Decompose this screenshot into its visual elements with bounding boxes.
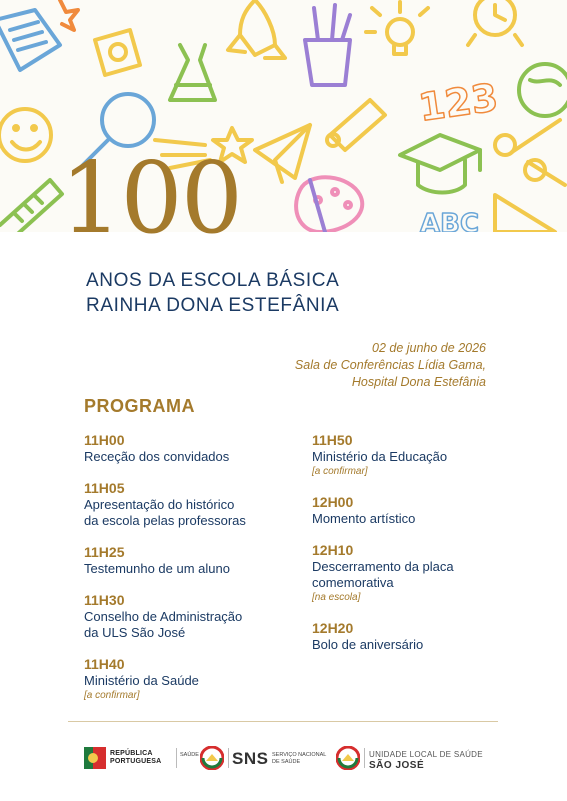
page-title <box>86 268 339 318</box>
event-venue-line-1: Sala de Conferências Lídia Gama, <box>294 358 486 372</box>
globe-icon <box>519 64 567 116</box>
book-icon <box>0 10 60 70</box>
doodle-123-text: 123 <box>415 75 501 130</box>
program-item-time: 11H50 <box>312 432 353 448</box>
program-item-description: da ULS São José <box>84 625 186 640</box>
ruler-icon <box>0 180 62 232</box>
program-item <box>312 493 502 527</box>
program-item-time: 11H40 <box>84 656 125 672</box>
title-line-2: RAINHA DONA ESTEFÂNIA <box>86 295 340 316</box>
alarm-clock-icon <box>468 0 522 45</box>
program-item-description: Apresentação do histórico <box>84 497 235 512</box>
separator <box>176 748 177 768</box>
program-item-description: Ministério da Educação <box>312 449 448 464</box>
triangle-ruler-icon <box>495 195 555 232</box>
event-info <box>295 340 486 391</box>
anniversary-number: 100 <box>60 142 242 256</box>
separator <box>364 748 365 768</box>
program-item-note: [a confirmar] <box>84 690 140 701</box>
portugal-emblem-icon <box>84 747 106 769</box>
paper-plane-icon <box>255 125 310 182</box>
program-item-description: Ministério da Saúde <box>84 673 199 688</box>
separator <box>228 748 229 768</box>
sns-emblem-icon <box>200 746 224 770</box>
program-item-time: 11H25 <box>84 544 125 560</box>
program-column-right <box>312 431 502 667</box>
program-item-time: 12H00 <box>312 494 354 510</box>
program-item-description: Receção dos convidados <box>84 449 230 464</box>
event-venue-line-2: Hospital Dona Estefânia <box>351 375 486 389</box>
program-item <box>84 655 294 703</box>
smiley-icon <box>0 109 51 161</box>
program-item-time: 11H05 <box>84 480 125 496</box>
sns-line-1: SERVIÇO NACIONAL <box>272 752 327 758</box>
program-item-note: [na escola] <box>312 592 361 603</box>
paint-palette-icon <box>296 177 362 232</box>
graduation-cap-icon <box>400 135 480 193</box>
program-item <box>84 431 294 465</box>
doodle-abc-text: ABC <box>420 209 480 232</box>
scissors-icon <box>495 120 565 185</box>
program-item-description: da escola pelas professoras <box>84 513 246 528</box>
footer-logos <box>84 738 504 778</box>
program-item-description: Bolo de aniversário <box>312 637 424 652</box>
sharpener-icon <box>95 30 140 75</box>
program-item-time: 12H10 <box>312 542 354 558</box>
rocket-icon <box>228 0 285 58</box>
lightbulb-icon <box>366 2 428 54</box>
uls-emblem-icon <box>336 746 360 770</box>
program-item <box>84 591 294 641</box>
program-item-description: comemorativa <box>312 575 394 590</box>
program-item-description: Testemunho de um aluno <box>84 561 230 576</box>
diploma-icon <box>327 100 385 150</box>
star-icon <box>60 0 78 30</box>
republica-portuguesa-logo <box>84 744 174 772</box>
flask-icon <box>170 45 215 100</box>
program-item-description: Descerramento da placa <box>312 559 454 574</box>
program-item-note: [a confirmar] <box>312 466 368 477</box>
rp-sub: SAÚDE <box>180 752 199 758</box>
pencil-icon <box>310 180 325 232</box>
rp-line-1: REPÚBLICA <box>110 750 153 757</box>
sns-line-2: DE SAÚDE <box>272 759 301 765</box>
pencil-cup-icon <box>305 5 350 85</box>
program-item <box>84 479 294 529</box>
program-item-description: Momento artístico <box>312 511 416 526</box>
program-item <box>312 541 502 605</box>
sns-mark: SNS <box>232 749 269 768</box>
program-item <box>312 619 502 653</box>
program-title: PROGRAMA <box>84 396 195 416</box>
program-column-left <box>84 431 294 717</box>
program-item-description: Conselho de Administração <box>84 609 243 624</box>
program-item <box>312 431 502 479</box>
event-date: 02 de junho de 2026 <box>372 341 486 355</box>
program-item <box>84 543 294 577</box>
uls-line-1: UNIDADE LOCAL DE SAÚDE <box>369 750 483 759</box>
title-line-1: ANOS DA ESCOLA BÁSICA <box>86 270 340 291</box>
program-item-time: 11H00 <box>84 432 125 448</box>
program-item-time: 12H20 <box>312 620 354 636</box>
footer-divider <box>68 721 498 722</box>
uls-line-2: SÃO JOSÉ <box>369 760 425 771</box>
rp-line-2: PORTUGUESA <box>110 758 162 765</box>
program-item-time: 11H30 <box>84 592 125 608</box>
